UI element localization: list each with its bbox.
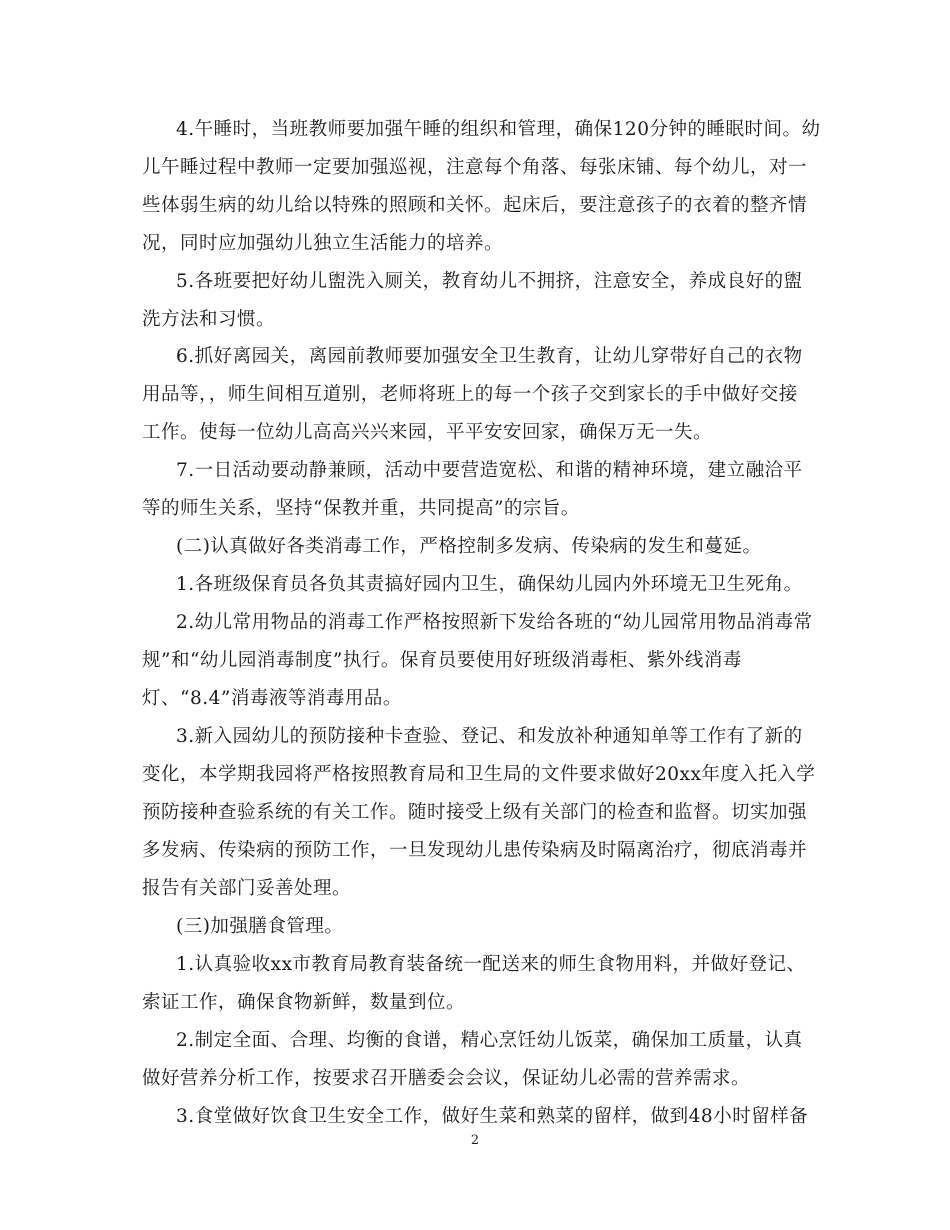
text-line: 7.一日活动要动静兼顾，活动中要营造宽松、和谐的精神环境，建立融洽平 [176,460,803,481]
text-line: 灯、“8.4”消毒液等消毒用品。 [142,688,402,709]
text-line: 3.新入园幼儿的预防接种卡查验、登记、和发放补种通知单等工作有了新的 [176,726,803,747]
text-line: 1.各班级保育员各负其责搞好园内卫生，确保幼儿园内外环境无卫生死角。 [176,574,803,595]
text-line: 儿午睡过程中教师一定要加强巡视，注意每个角落、每张床铺、每个幼儿，对一 [142,157,808,178]
text-line: 规”和“幼儿园消毒制度”执行。保育员要使用好班级消毒柜、紫外线消毒 [142,650,742,671]
text-line: 些体弱生病的幼儿给以特殊的照顾和关怀。起床后，要注意孩子的衣着的整齐情 [142,195,808,216]
text-line: 2.制定全面、合理、均衡的食谱，精心烹饪幼儿饭菜，确保加工质量，认真 [176,1030,803,1051]
text-line: 6.抓好离园关，离园前教师要加强安全卫生教育，让幼儿穿带好自己的衣物 [176,346,803,367]
text-line: 预防接种查验系统的有关工作。随时接受上级有关部门的检查和监督。切实加强 [142,802,808,823]
text-line: 4.午睡时，当班教师要加强午睡的组织和管理，确保120分钟的睡眠时间。幼 [176,119,821,140]
text-line: 洗方法和习惯。 [142,309,276,330]
text-line: 2.幼儿常用物品的消毒工作严格按照新下发给各班的“幼儿园常用物品消毒常 [176,612,813,633]
text-line: 工作。使每一位幼儿高高兴兴来园，平平安安回家，确保万无一失。 [142,422,713,443]
section-heading: (二)认真做好各类消毒工作，严格控制多发病、传染病的发生和蔓延。 [176,536,762,557]
text-line: 索证工作，确保食物新鲜，数量到位。 [142,992,466,1013]
text-line: 1.认真验收xx市教育局教育装备统一配送来的师生食物用料，并做好登记、 [176,954,806,975]
page-number: 2 [470,1133,480,1148]
text-line: 用品等，，师生间相互道别，老师将班上的每一个孩子交到家长的手中做好交接 [142,384,798,405]
text-line: 变化，本学期我园将严格按照教育局和卫生局的文件要求做好20xx年度入托入学 [142,764,816,785]
text-line: 3.食堂做好饮食卫生安全工作，做好生菜和熟菜的留样，做到48小时留样备 [176,1106,809,1127]
text-line: 5.各班要把好幼儿盥洗入厕关，教育幼儿不拥挤，注意安全，养成良好的盥 [176,271,803,292]
text-line: 报告有关部门妥善处理。 [142,878,352,899]
text-line: 做好营养分析工作，按要求召开膳委会会议，保证幼儿必需的营养需求。 [142,1068,751,1089]
text-line: 多发病、传染病的预防工作，一旦发现幼儿患传染病及时隔离治疗，彻底消毒并 [142,840,808,861]
text-line: 等的师生关系，坚持“保教并重，共同提高”的宗旨。 [142,498,580,519]
text-line: 况，同时应加强幼儿独立生活能力的培养。 [142,233,504,254]
section-heading: (三)加强膳食管理。 [176,916,344,937]
